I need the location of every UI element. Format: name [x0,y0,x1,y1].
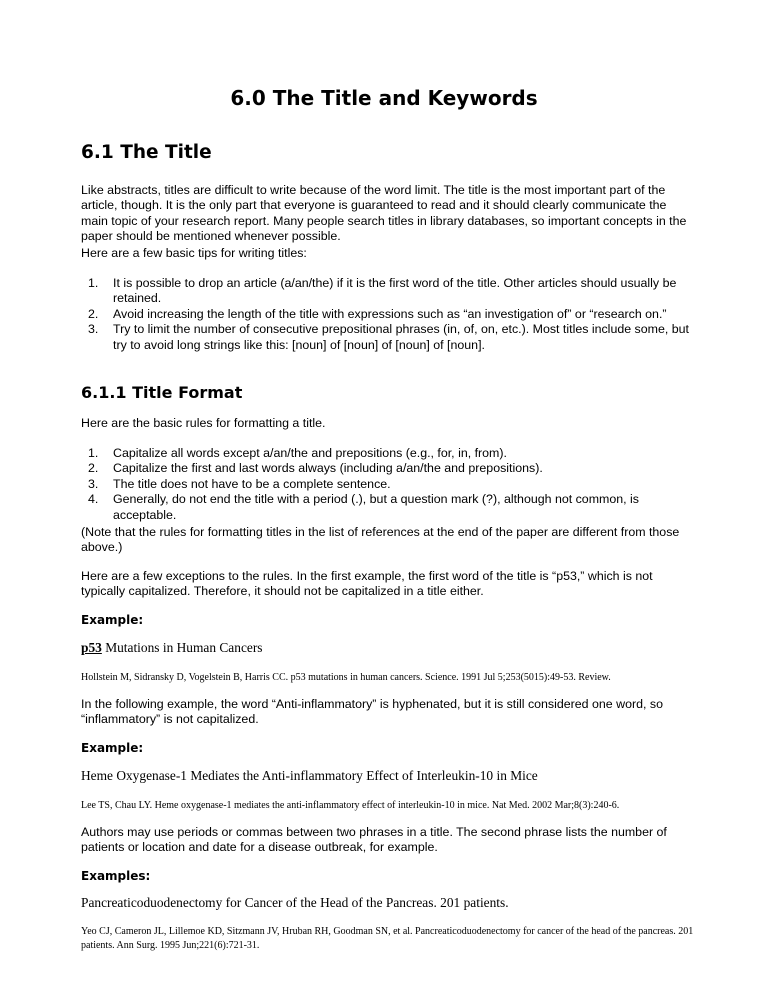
example-title: Pancreaticoduodenectomy for Cancer of the Head of the Pancreas. 201 patients. [81,895,509,910]
hyphen-paragraph: In the following example, the word “Anti-inflammatory” is hyphenated, but it is still considered one word, so “inflammatory” is not capitalized. [81,697,663,727]
example-title-lead: p53 [81,640,102,655]
list-item: 1. It is possible to drop an article (a/an/the) if it is the first word of the title. Other articles should usually be retained. [88,276,677,306]
list-item: 4. Generally, do not end the title with a period (.), but a question mark (?), although not common, is acceptable. [88,492,639,522]
example-label: Example: [81,741,144,755]
list-item: 3. Try to limit the number of consecutive prepositional phrases (in, of, on, etc.). Most titles include some, but try to avoid long strings like this: [noun] of [noun] of [noun] of [noun]. [88,322,689,352]
examples-label: Examples: [81,869,151,883]
periods-paragraph: Authors may use periods or commas between two phrases in a title. The second phrase lists the number of patients or location and date for a disease outbreak, for example. [81,825,667,855]
intro-paragraph: Like abstracts, titles are difficult to write because of the word limit. The title is the most important part of the article, though. It is the only part that everyone is guaranteed to read and it should clearly communicate the main topic of your research report. Many people search titles in library databases, so important concepts in the paper should be mentioned whenever possible. [81,183,687,244]
note-paragraph: (Note that the rules for formatting titles in the list of references at the end of the paper are different from those above.) [81,525,680,555]
example-reference: Yeo CJ, Cameron JL, Lillemoe KD, Sitzmann JV, Hruban RH, Goodman SN, et al. Pancreaticoduodenectomy for cancer of the head of the pancreas. 201 patients. Ann Surg. 1995 Jun;221(6):721-31. [81,926,694,951]
example-reference: Lee TS, Chau LY. Heme oxygenase-1 mediates the anti-inflammatory effect of interleukin-10 in mice. Nat Med. 2002 Mar;8(3):240-6. [81,800,620,811]
section-heading: 6.1 The Title [81,142,212,163]
example-reference: Hollstein M, Sidransky D, Vogelstein B, Harris CC. p53 mutations in human cancers. Science. 1991 Jul 5;253(5015):49-53. Review. [81,672,611,683]
tips-list [81,276,693,353]
list-item: 2. Avoid increasing the length of the title with expressions such as “an investigation of” or “research on.” [88,306,667,321]
subsection-heading: 6.1.1 Title Format [81,383,243,402]
example-title-rest: Mutations in Human Cancers [101,640,263,655]
tips-intro: Here are a few basic tips for writing titles: [81,246,307,260]
rules-intro: Here are the basic rules for formatting a title. [81,416,326,430]
example-title [81,640,701,656]
list-item: 1. Capitalize all words except a/an/the and prepositions (e.g., for, in, from). [88,446,507,460]
exceptions-paragraph: Here are a few exceptions to the rules. In the first example, the first word of the title is “p53,” which is not typically capitalized. Therefore, it should not be capitalized in a title either. [81,569,653,599]
example-label: Example: [81,613,144,627]
example-title: Heme Oxygenase-1 Mediates the Anti-inflammatory Effect of Interleukin-10 in Mice [81,768,538,783]
rules-list [81,446,693,523]
list-item: 2. Capitalize the first and last words always (including a/an/the and prepositions). [88,461,543,476]
list-item: 3. The title does not have to be a complete sentence. [88,476,391,491]
page-title: 6.0 The Title and Keywords [230,86,538,110]
